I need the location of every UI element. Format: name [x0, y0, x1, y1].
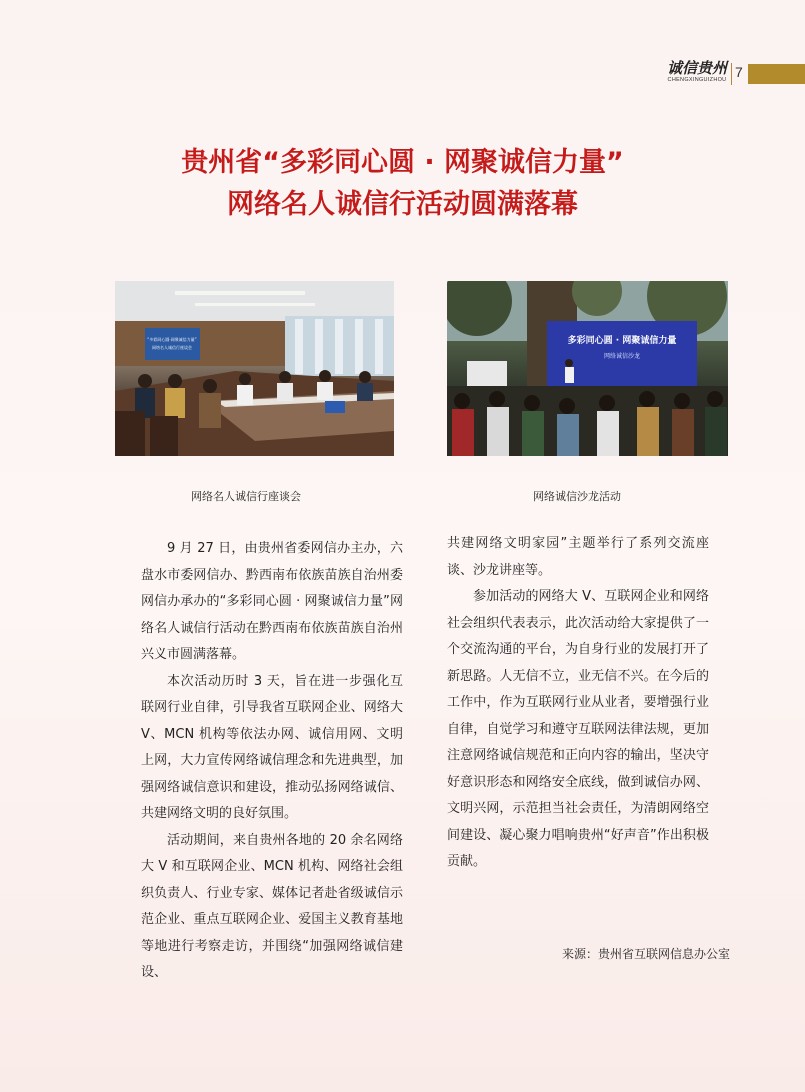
- screen-text-2: 网络名人诚信行座谈会: [152, 345, 192, 350]
- salon-photo: [447, 281, 728, 456]
- meeting-photo-illustration: [115, 281, 394, 456]
- body-column-left: [141, 536, 403, 987]
- header-divider: [731, 63, 732, 85]
- brand-logo: [665, 60, 729, 84]
- brand-pinyin: CHENGXINGUIZHOU: [667, 77, 727, 83]
- body-paragraph: 9 月 27 日，由贵州省委网信办主办，六盘水市委网信办、黔西南布依族苗族自治州委网信办承办的“多彩同心圆 · 网聚诚信力量”网络名人诚信行活动在黔西南布依族苗族自治州兴义市圆满落幕。: [141, 541, 403, 662]
- title-line-1: 贵州省“多彩同心圆 · 网聚诚信力量”: [181, 147, 624, 178]
- header-accent-bar: [748, 64, 805, 84]
- body-paragraph: 本次活动历时 3 天，旨在进一步强化互联网行业自律，引导我省互联网企业、网络大 V、MCN 机构等依法办网、诚信用网、文明上网，大力宣传网络诚信理念和先进典型，加强网络诚信意识和建设，推动弘扬网络诚信、共建网络文明的良好氛围。: [141, 673, 403, 821]
- article-title: [0, 142, 805, 226]
- body-paragraph-continuation: 共建网络文明家园”主题举行了系列交流座谈、沙龙讲座等。: [447, 536, 709, 578]
- screen-text-1: “多彩同心圆·网聚诚信力量”: [147, 337, 197, 342]
- banner-text-1: 多彩同心圆 · 网聚诚信力量: [567, 336, 677, 346]
- salon-photo-illustration: [447, 281, 728, 456]
- page-number: 7: [735, 64, 743, 80]
- body-paragraph: 活动期间，来自贵州各地的 20 余名网络大 V 和互联网企业、MCN 机构、网络社会组织负责人、行业专家、媒体记者赴省级诚信示范企业、重点互联网企业、爱国主义教育基地等地进行考察走访，并围绕“加强网络诚信建设、: [141, 832, 403, 980]
- body-paragraph: 参加活动的网络大 V、互联网企业和网络社会组织代表表示，此次活动给大家提供了一个交流沟通的平台，为自身行业的发展打开了新思路。人无信不立，业无信不兴。在今后的工作中，作为互联网行业从业者，要增强行业自律，自觉学习和遵守互联网法律法规，更加注意网络诚信规范和正向内容的输出，坚决守好意识形态和网络安全底线，做到诚信办网、文明兴网，示范担当社会责任，为清朗网络空间建设、凝心聚力唱响贵州“好声音”作出积极贡献。: [447, 589, 709, 869]
- meeting-photo: [115, 281, 394, 456]
- brand-script: 诚信贵州: [666, 59, 727, 77]
- article-source: 来源：贵州省互联网信息办公室: [561, 947, 730, 961]
- banner-text-2: 网络诚信沙龙: [603, 353, 641, 360]
- left-photo-caption: 网络名人诚信行座谈会: [191, 490, 301, 503]
- right-photo-caption: 网络诚信沙龙活动: [533, 490, 621, 503]
- body-column-right: [447, 531, 709, 876]
- title-line-2: 网络名人诚信行活动圆满落幕: [227, 189, 578, 220]
